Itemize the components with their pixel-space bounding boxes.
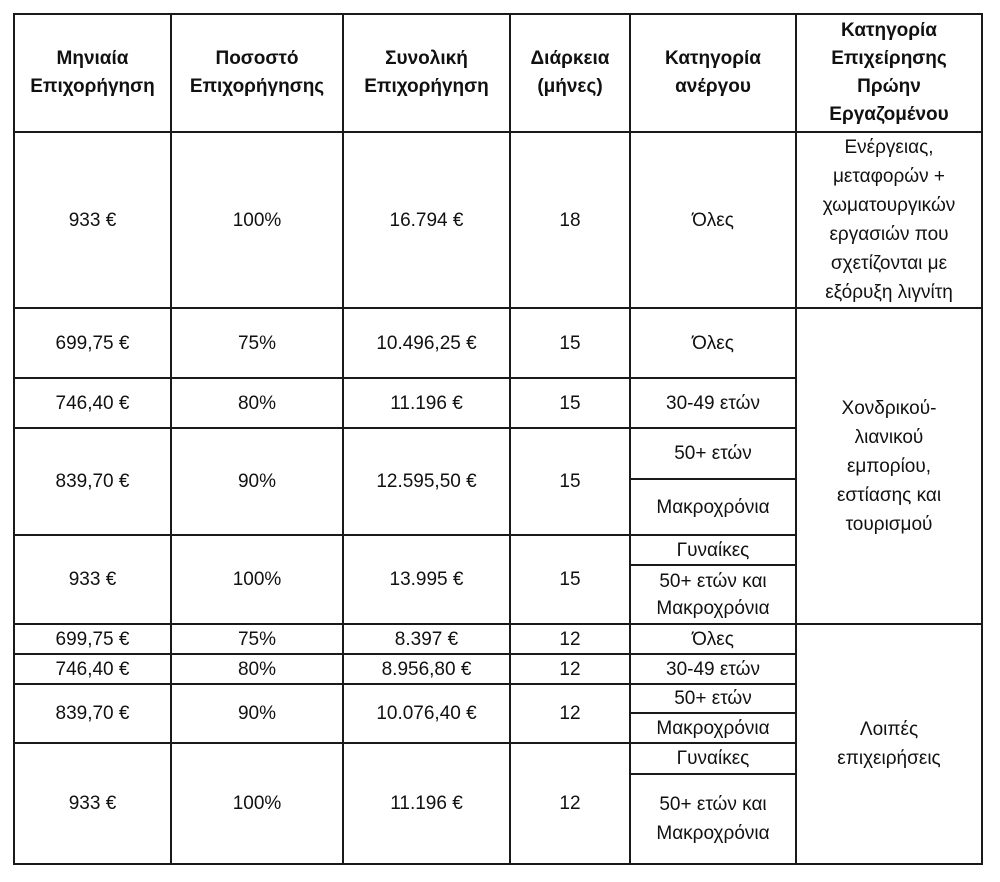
total-subsidy-cell: 8.397 €: [343, 624, 510, 654]
subsidy-percent-cell: 90%: [171, 684, 343, 743]
total-subsidy-cell: 11.196 €: [343, 743, 510, 864]
header-subsidy-percent: Ποσοστό Επιχορήγησης: [171, 14, 343, 132]
header-monthly-subsidy: Μηνιαία Επιχορήγηση: [14, 14, 171, 132]
header-row: [14, 14, 982, 132]
duration-cell: 15: [510, 378, 630, 428]
duration-cell: 15: [510, 308, 630, 378]
total-subsidy-cell: 13.995 €: [343, 535, 510, 624]
header-total-subsidy: Συνολική Επιχορήγηση: [343, 14, 510, 132]
unemployed-category-cell: Όλες: [630, 308, 796, 378]
subsidy-percent-cell: 100%: [171, 535, 343, 624]
unemployed-category-cell: 50+ ετών: [630, 428, 796, 479]
subsidy-percent-cell: 75%: [171, 624, 343, 654]
monthly-subsidy-cell: 933 €: [14, 743, 171, 864]
unemployed-category-cell: Μακροχρόνια: [630, 479, 796, 535]
duration-cell: 12: [510, 624, 630, 654]
monthly-subsidy-cell: 839,70 €: [14, 684, 171, 743]
total-subsidy-cell: 11.196 €: [343, 378, 510, 428]
duration-cell: 15: [510, 428, 630, 535]
monthly-subsidy-cell: 746,40 €: [14, 378, 171, 428]
monthly-subsidy-cell: 933 €: [14, 535, 171, 624]
subsidy-percent-cell: 75%: [171, 308, 343, 378]
unemployed-category-cell: Γυναίκες: [630, 743, 796, 774]
unemployed-category-cell: 30-49 ετών: [630, 654, 796, 684]
subsidy-percent-cell: 80%: [171, 654, 343, 684]
table-row: [14, 132, 982, 308]
unemployed-category-cell: 30-49 ετών: [630, 378, 796, 428]
total-subsidy-cell: 10.496,25 €: [343, 308, 510, 378]
business-category-retail: Χονδρικού- λιανικού εμπορίου, εστίασης και τουρισμού: [796, 308, 982, 624]
monthly-subsidy-cell: 746,40 €: [14, 654, 171, 684]
business-category-energy: Ενέργειας, μεταφορών + χωματουργικών εργασιών που σχετίζονται με εξόρυξη λιγνίτη: [796, 132, 982, 308]
header-unemployed-category: Κατηγορία ανέργου: [630, 14, 796, 132]
unemployed-category-cell: 50+ ετών και Μακροχρόνια: [630, 565, 796, 624]
total-subsidy-cell: 8.956,80 €: [343, 654, 510, 684]
unemployed-category-cell: Όλες: [630, 624, 796, 654]
business-category-other: Λοιπές επιχειρήσεις: [796, 624, 982, 864]
monthly-subsidy-cell: 839,70 €: [14, 428, 171, 535]
table-row: [14, 308, 982, 378]
duration-cell: 12: [510, 743, 630, 864]
total-subsidy-cell: 12.595,50 €: [343, 428, 510, 535]
duration-cell: 12: [510, 684, 630, 743]
unemployed-category-cell: 50+ ετών: [630, 684, 796, 713]
unemployed-category-cell: Μακροχρόνια: [630, 713, 796, 743]
monthly-subsidy-cell: 699,75 €: [14, 308, 171, 378]
monthly-subsidy-cell: 933 €: [14, 132, 171, 308]
total-subsidy-cell: 16.794 €: [343, 132, 510, 308]
subsidy-percent-cell: 90%: [171, 428, 343, 535]
duration-cell: 15: [510, 535, 630, 624]
subsidy-percent-cell: 100%: [171, 743, 343, 864]
subsidy-percent-cell: 100%: [171, 132, 343, 308]
subsidy-percent-cell: 80%: [171, 378, 343, 428]
subsidy-table: [13, 13, 983, 865]
monthly-subsidy-cell: 699,75 €: [14, 624, 171, 654]
total-subsidy-cell: 10.076,40 €: [343, 684, 510, 743]
header-duration-months: Διάρκεια (μήνες): [510, 14, 630, 132]
unemployed-category-cell: Γυναίκες: [630, 535, 796, 565]
header-business-category: Κατηγορία Επιχείρησης Πρώην Εργαζομένου: [796, 14, 982, 132]
unemployed-category-cell: 50+ ετών και Μακροχρόνια: [630, 774, 796, 864]
duration-cell: 12: [510, 654, 630, 684]
table-row: [14, 624, 982, 654]
duration-cell: 18: [510, 132, 630, 308]
unemployed-category-cell: Όλες: [630, 132, 796, 308]
